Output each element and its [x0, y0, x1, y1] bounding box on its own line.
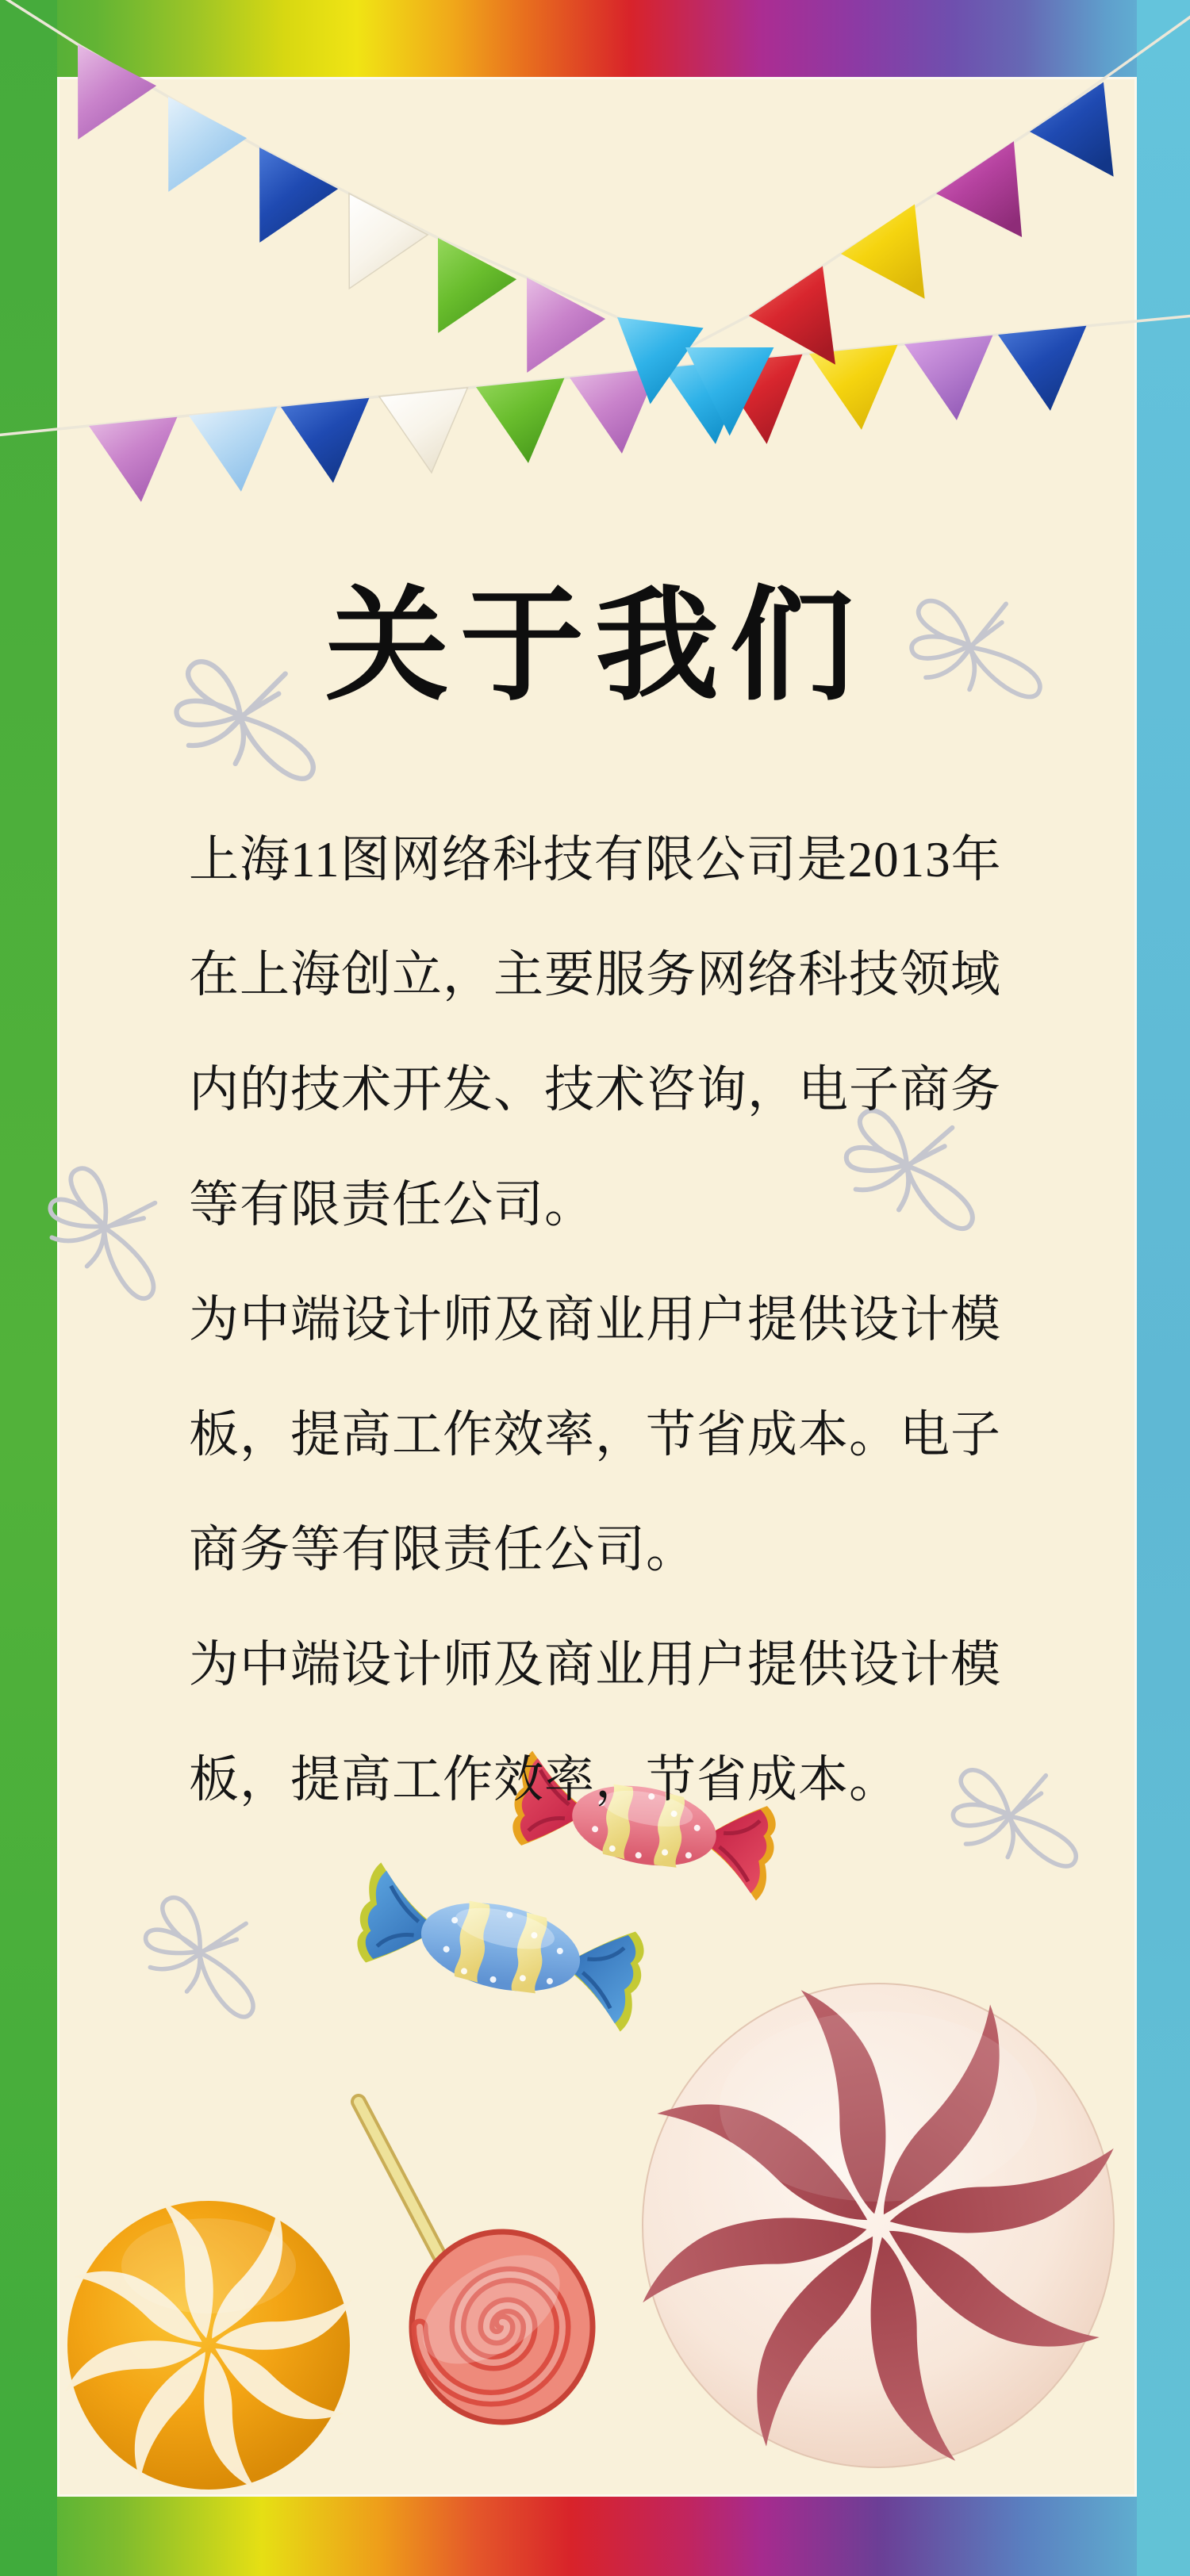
spiral-lollipop-icon	[359, 2102, 593, 2422]
pennant-flag-icon	[349, 194, 428, 289]
pennant-flag-icon	[809, 345, 897, 430]
bow-doodle-icon	[32, 1162, 182, 1301]
bow-doodle-icon	[134, 1893, 273, 2018]
wrapped-candy-blue-icon	[348, 1861, 654, 2034]
about-line: 上海11图网络科技有限公司是2013年	[189, 832, 1002, 887]
pennant-flag-icon	[527, 278, 605, 373]
pennant-flag-icon	[841, 205, 925, 299]
pennant-flag-icon	[379, 388, 467, 473]
pennant-flag-icon	[998, 326, 1086, 411]
orange-swirl-candy-icon	[61, 2198, 356, 2493]
about-line: 板，提高工作效率，节省成本。电子	[189, 1407, 1001, 1462]
pennant-flag-icon	[259, 148, 338, 243]
about-text	[189, 803, 1018, 1838]
pennant-flag-icon	[1030, 82, 1114, 177]
bunting-upper	[0, 0, 1190, 435]
pennant-flag-icon	[78, 44, 156, 140]
about-line: 商务等有限责任公司。	[189, 1522, 697, 1577]
about-line: 等有限责任公司。	[189, 1177, 595, 1232]
about-line: 板，提高工作效率，节省成本。	[189, 1752, 900, 1807]
bunting-strings	[0, 0, 1190, 502]
pennant-flag-icon	[189, 407, 277, 492]
pennant-flag-icon	[89, 417, 177, 502]
pennant-flag-icon	[936, 141, 1022, 237]
pennant-flag-icon	[438, 238, 516, 333]
pennant-flag-icon	[476, 378, 564, 463]
about-line: 为中端设计师及商业用户提供设计模	[189, 1637, 1001, 1692]
peppermint-candy-icon	[636, 1984, 1120, 2467]
about-line: 内的技术开发、技术咨询，电子商务	[189, 1062, 1001, 1117]
about-line: 在上海创立，主要服务网络科技领域	[189, 947, 1001, 1002]
pennant-flag-icon	[281, 398, 369, 483]
poster-title: 关于我们	[325, 578, 865, 715]
bunting-lower	[0, 316, 1190, 502]
pennant-flag-icon	[168, 97, 247, 192]
about-line: 为中端设计师及商业用户提供设计模	[189, 1292, 1001, 1347]
pennant-flag-icon	[904, 335, 992, 420]
